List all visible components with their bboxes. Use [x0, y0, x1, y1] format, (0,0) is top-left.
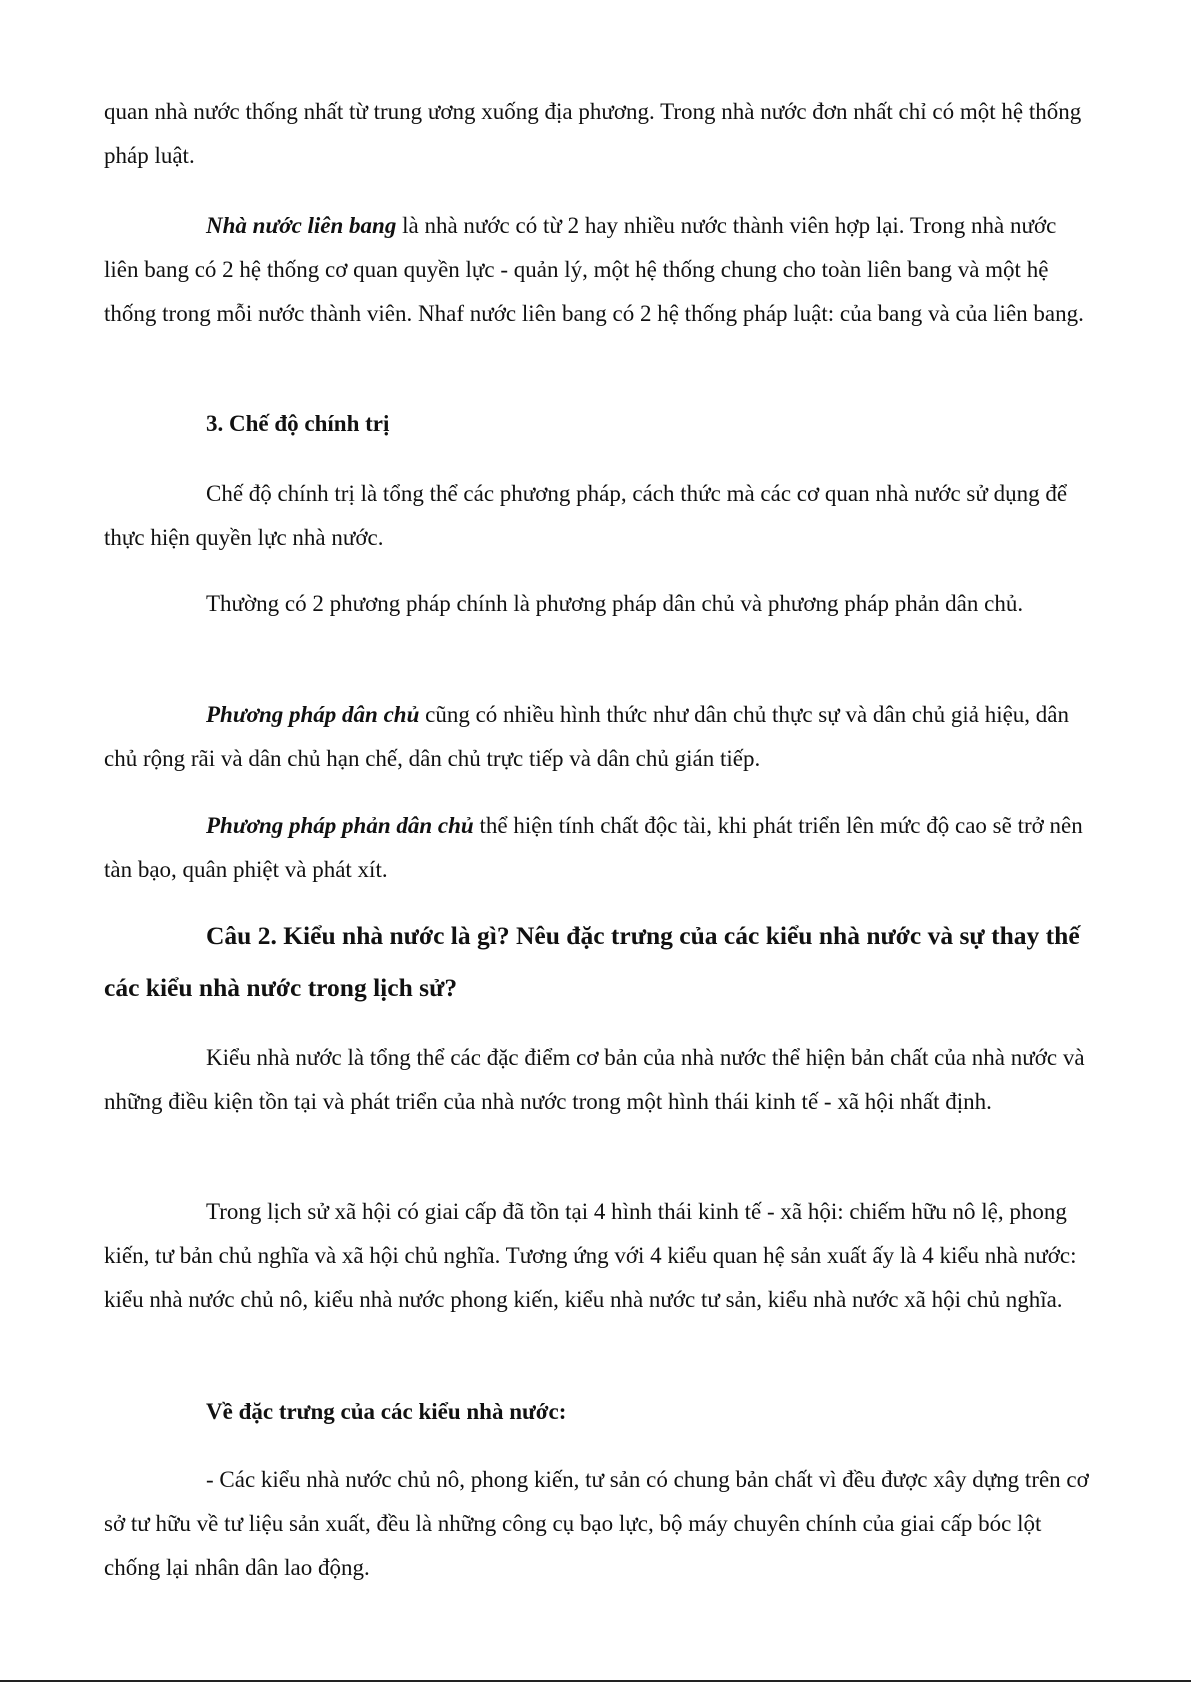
paragraph-state-type-definition: Kiểu nhà nước là tổng thể các đặc điểm cơ bản của nhà nước thể hiện bản chất của nhà nước và những điều kiện tồn tại và phát triển của nhà nước trong một hình thái kinh tế - xã hội nhất định.: [104, 1045, 1085, 1114]
paragraph-exploitative-states: - Các kiểu nhà nước chủ nô, phong kiến, tư sản có chung bản chất vì đều được xây dựng trên cơ sở tư hữu về tư liệu sản xuất, đều là những công cụ bạo lực, bộ máy chuyên chính của giai cấp bóc lột chống lại nhân dân lao động.: [104, 1467, 1089, 1580]
paragraph-anti-democratic-method: [104, 804, 1094, 892]
paragraph-federal-state: [104, 204, 1094, 336]
paragraph-democratic-method-text: cũng có nhiều hình thức như dân chủ thực sự và dân chủ giả hiệu, dân chủ rộng rãi và dân chủ hạn chế, dân chủ trực tiếp và dân chủ gián tiếp.: [104, 702, 1070, 771]
page-bottom-rule: [0, 1680, 1191, 1682]
term-federal-state: Nhà nước liên bang: [206, 213, 397, 238]
paragraph-socio-economic-forms: Trong lịch sử xã hội có giai cấp đã tồn tại 4 hình thái kinh tế - xã hội: chiếm hữu nô lệ, phong kiến, tư bản chủ nghĩa và xã hội chủ nghĩa. Tương ứng với 4 kiểu quan hệ sản xuất ấy là 4 kiểu nhà nước: kiểu nhà nước chủ nô, kiểu nhà nước phong kiến, kiểu nhà nước tư sản, kiểu nhà nước xã hội chủ nghĩa.: [104, 1199, 1077, 1312]
section-heading-political-regime: 3. Chế độ chính trị: [206, 411, 390, 436]
paragraph-two-methods: Thường có 2 phương pháp chính là phương pháp dân chủ và phương pháp phản dân chủ.: [206, 591, 1024, 616]
section-heading-state-type-features: Về đặc trưng của các kiểu nhà nước:: [206, 1399, 567, 1424]
paragraph-anti-democratic-method-text: thể hiện tính chất độc tài, khi phát triển lên mức độ cao sẽ trở nên tàn bạo, quân phiệt và phát xít.: [104, 813, 1083, 882]
question-2-heading: Câu 2. Kiểu nhà nước là gì? Nêu đặc trưng của các kiểu nhà nước và sự thay thế các kiểu nhà nước trong lịch sử?: [104, 921, 1080, 1002]
paragraph-unitary-state-end: quan nhà nước thống nhất từ trung ương xuống địa phương. Trong nhà nước đơn nhất chỉ có một hệ thống pháp luật.: [104, 99, 1082, 168]
paragraph-democratic-method: [104, 693, 1094, 781]
term-anti-democratic-method: Phương pháp phản dân chủ: [206, 813, 474, 838]
paragraph-federal-state-text: là nhà nước có từ 2 hay nhiều nước thành viên hợp lại. Trong nhà nước liên bang có 2 hệ thống cơ quan quyền lực - quản lý, một hệ thống chung cho toàn liên bang và một hệ thống trong mỗi nước thành viên. Nhaf nước liên bang có 2 hệ thống pháp luật: của bang và của liên bang.: [104, 213, 1084, 326]
term-democratic-method: Phương pháp dân chủ: [206, 702, 420, 727]
paragraph-political-regime-definition: Chế độ chính trị là tổng thể các phương pháp, cách thức mà các cơ quan nhà nước sử dụng để thực hiện quyền lực nhà nước.: [104, 481, 1068, 550]
